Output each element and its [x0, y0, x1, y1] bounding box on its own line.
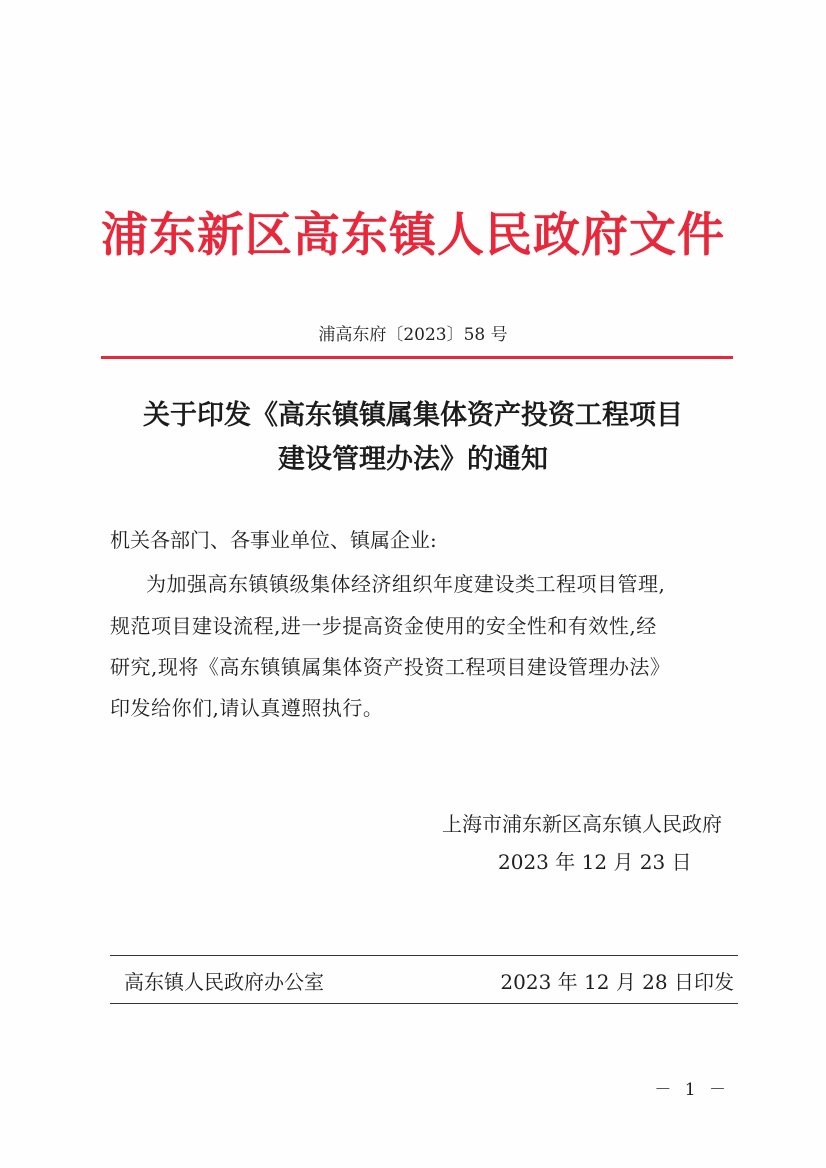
document-header-title: 浦东新区高东镇人民政府文件: [101, 208, 725, 263]
footer-issuing-office: 高东镇人民政府办公室: [124, 970, 324, 994]
body-line-2: 规范项目建设流程,进一步提高资金使用的安全性和有效性,经: [110, 614, 657, 638]
footer-top-rule: [110, 955, 738, 956]
signature-date: 2023 年 12 月 23 日: [498, 850, 692, 874]
page-number: － 1 －: [654, 1080, 730, 1100]
notice-title-line-2: 建设管理办法》的通知: [278, 444, 548, 475]
red-divider-line: [101, 356, 733, 359]
body-line-3: 研究,现将《高东镇镇属集体资产投资工程项目建设管理办法》: [110, 655, 671, 679]
footer-bottom-rule: [110, 1003, 738, 1004]
body-line-1: 为加强高东镇镇级集体经济组织年度建设类工程项目管理,: [146, 572, 666, 596]
footer-issue-date: 2023 年 12 月 28 日印发: [500, 970, 734, 994]
notice-title-line-1: 关于印发《高东镇镇属集体资产投资工程项目: [143, 400, 683, 431]
document-number: 浦高东府〔2023〕58 号: [318, 325, 508, 345]
salutation: 机关各部门、各事业单位、镇属企业:: [110, 528, 437, 552]
body-line-4: 印发给你们,请认真遵照执行。: [110, 696, 384, 720]
signature-organization: 上海市浦东新区高东镇人民政府: [442, 812, 722, 836]
